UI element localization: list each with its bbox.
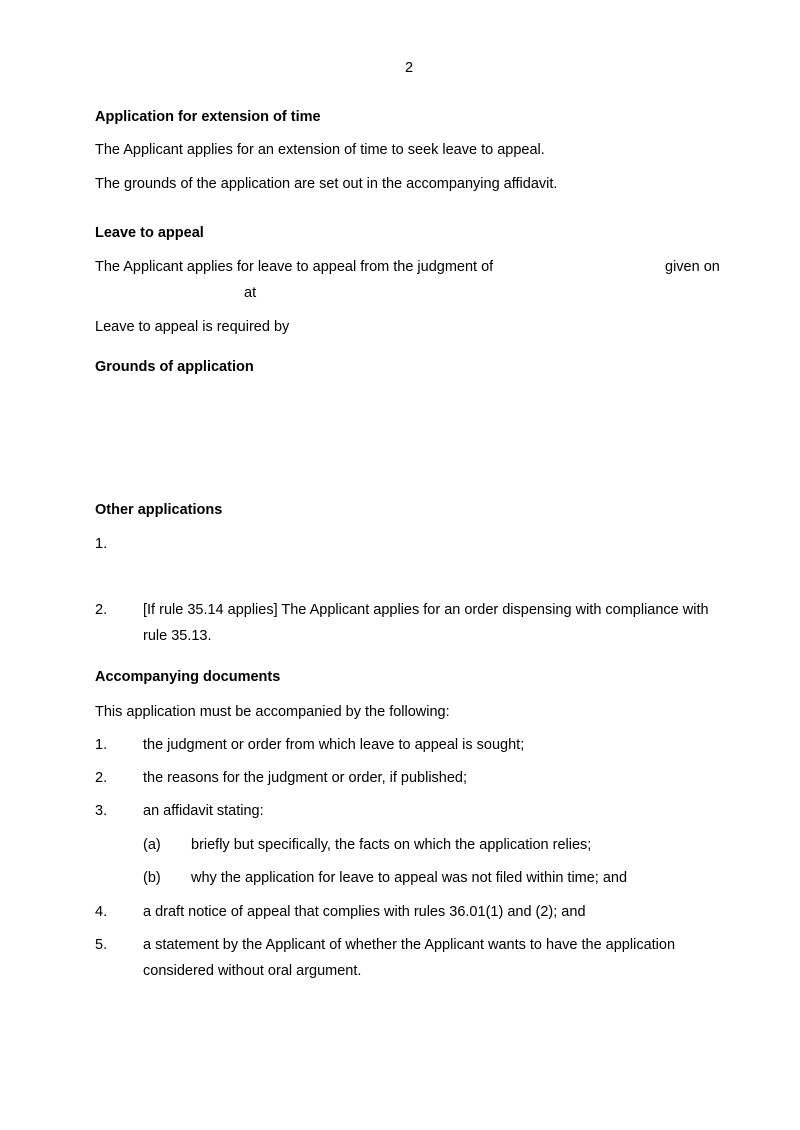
document-item-4-text: a draft notice of appeal that complies with rules 36.01(1) and (2); and (143, 904, 586, 920)
leave-required-by: Leave to appeal is required by (95, 319, 290, 335)
document-item-3-text: an affidavit stating: (143, 803, 264, 819)
document-item-4-number: 4. (95, 904, 108, 920)
other-item-2-line-1: [If rule 35.14 applies] The Applicant applies for an order dispensing with compliance with (143, 602, 709, 618)
document-item-1-number: 1. (95, 737, 108, 753)
document-subitem-b-label: (b) (143, 870, 161, 886)
documents-intro: This application must be accompanied by the following: (95, 704, 450, 720)
document-subitem-a-text: briefly but specifically, the facts on which the application relies; (191, 837, 592, 853)
other-applications-heading: Other applications (95, 502, 223, 518)
page-number: 2 (404, 60, 414, 76)
document-subitem-a-label: (a) (143, 837, 161, 853)
document-item-5-line-1: a statement by the Applicant of whether the Applicant wants to have the application (143, 937, 676, 953)
extension-paragraph-1: The Applicant applies for an extension of time to seek leave to appeal. (95, 142, 545, 158)
documents-heading: Accompanying documents (95, 669, 281, 685)
document-subitem-b-text: why the application for leave to appeal was not filed within time; and (191, 870, 628, 886)
other-item-2-number: 2. (95, 602, 108, 618)
extension-paragraph-2: The grounds of the application are set out in the accompanying affidavit. (95, 176, 558, 192)
leave-paragraph-given-on: given on (665, 259, 720, 275)
leave-heading: Leave to appeal (95, 225, 204, 241)
grounds-heading: Grounds of application (95, 359, 254, 375)
leave-paragraph-start: The Applicant applies for leave to appeal from the judgment of (95, 259, 494, 275)
extension-heading: Application for extension of time (95, 109, 321, 125)
document-item-3-number: 3. (95, 803, 108, 819)
document-item-5-number: 5. (95, 937, 108, 953)
document-item-2-text: the reasons for the judgment or order, if published; (143, 770, 468, 786)
document-item-2-number: 2. (95, 770, 108, 786)
leave-paragraph-at: at (244, 285, 257, 301)
document-item-5-line-2: considered without oral argument. (143, 963, 362, 979)
other-item-2-line-2: rule 35.13. (143, 628, 212, 644)
other-item-1-number: 1. (95, 536, 108, 552)
document-item-1-text: the judgment or order from which leave to appeal is sought; (143, 737, 525, 753)
